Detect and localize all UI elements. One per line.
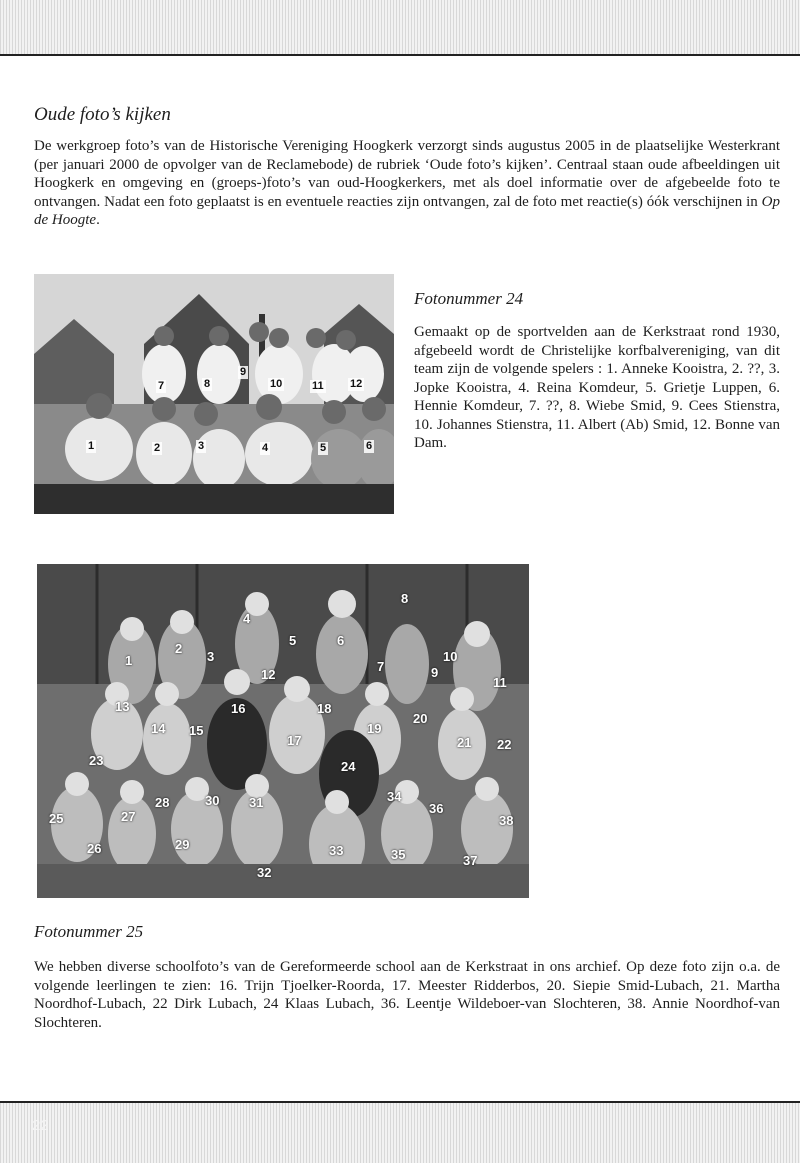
photo-marker: 9 bbox=[431, 665, 439, 680]
page-footer-band bbox=[0, 1101, 800, 1163]
photo-marker: 11 bbox=[312, 380, 324, 392]
photo-25-school-class bbox=[37, 564, 529, 898]
photo-marker: 8 bbox=[401, 591, 409, 606]
photo-marker: 29 bbox=[175, 837, 190, 852]
photo-marker: 19 bbox=[367, 721, 382, 736]
foto24-heading: Fotonummer 24 bbox=[414, 289, 524, 308]
photo-marker: 4 bbox=[243, 611, 251, 626]
photo-24-korfbal-team bbox=[34, 274, 394, 514]
photo-marker: 26 bbox=[87, 841, 102, 856]
photo-marker: 6 bbox=[366, 440, 373, 452]
photo-25-illustration bbox=[37, 564, 529, 898]
photo-24-illustration bbox=[34, 274, 394, 514]
photo-marker: 23 bbox=[89, 753, 104, 768]
photo-marker: 18 bbox=[317, 701, 332, 716]
photo-marker: 36 bbox=[429, 801, 444, 816]
intro-publication: Op de Hoogte bbox=[34, 193, 780, 228]
photo-marker: 3 bbox=[207, 649, 215, 664]
photo-marker: 34 bbox=[387, 789, 402, 804]
photo-marker: 28 bbox=[155, 795, 170, 810]
photo-marker: 5 bbox=[289, 633, 297, 648]
section-heading: Oude foto’s kijken bbox=[34, 104, 171, 125]
foto25-heading: Fotonummer 25 bbox=[34, 922, 144, 941]
photo-marker: 6 bbox=[337, 633, 345, 648]
photo-marker: 12 bbox=[261, 667, 276, 682]
page-header-band bbox=[0, 0, 800, 56]
photo-marker: 12 bbox=[350, 378, 363, 390]
photo-marker: 16 bbox=[231, 701, 246, 716]
photo-marker: 21 bbox=[457, 735, 472, 750]
photo-marker: 1 bbox=[88, 440, 95, 452]
photo-marker: 37 bbox=[463, 853, 478, 868]
photo-marker: 2 bbox=[175, 641, 183, 656]
photo-marker: 4 bbox=[262, 442, 269, 454]
photo-marker: 27 bbox=[121, 809, 136, 824]
photo-marker: 24 bbox=[341, 759, 356, 774]
photo-marker: 7 bbox=[377, 659, 385, 674]
photo-marker: 8 bbox=[204, 378, 211, 390]
photo-marker: 3 bbox=[198, 440, 205, 452]
photo-marker: 9 bbox=[240, 366, 247, 378]
photo-marker: 10 bbox=[443, 649, 458, 664]
photo-marker: 11 bbox=[493, 675, 507, 690]
photo-marker: 2 bbox=[154, 442, 161, 454]
photo-marker: 30 bbox=[205, 793, 220, 808]
photo-marker: 33 bbox=[329, 843, 344, 858]
intro-paragraph bbox=[34, 137, 780, 230]
foto24-caption: Gemaakt op de sportvelden aan de Kerkstraat rond 1930, afgebeeld wordt de Christelijke korfbalvereniging, van dit team zijn de volgende spelers : 1. Anneke Kooistra, 2. ??, 3. Jopke Kooistra, 4. Reina Komdeur, 5. Grietje Luppen, 6. Hennie Komdeur, 7. ??, 8. Wiebe Smid, 9. Cees Stienstra, 10. Johannes Stienstra, 11. Albert (Ab) Smid, 12. Bonne van Dam. bbox=[414, 324, 780, 451]
photo-marker: 15 bbox=[189, 723, 204, 738]
photo-marker: 13 bbox=[115, 699, 130, 714]
intro-end: . bbox=[96, 212, 100, 228]
page-number: 22 bbox=[32, 1117, 49, 1134]
photo-marker: 22 bbox=[497, 737, 512, 752]
photo-marker: 35 bbox=[391, 847, 406, 862]
photo-marker: 38 bbox=[499, 813, 514, 828]
intro-main: De werkgroep foto’s van de Historische Vereniging Hoogkerk verzorgt sinds augustus 2005 in de plaatselijke Westerkrant (per januari 2000 de opvolger van de Reclamebode) de rubriek ‘Oude foto’s kijken’. Centraal staan oude afbeeldingen uit Hoogkerk en omgeving en (groeps-)foto’s van oud-Hoogkerkers, met als doel informatie over de afgebeelde foto te ontvangen. Nadat een foto geplaatst is en eventuele reacties zijn ontvangen, zal de foto met reactie(s) óók verschijnen in bbox=[34, 138, 780, 210]
photo-marker: 20 bbox=[413, 711, 428, 726]
photo-marker: 14 bbox=[151, 721, 166, 736]
foto25-caption: We hebben diverse schoolfoto’s van de Gereformeerde school aan de Kerkstraat in ons archief. Op deze foto zijn o.a. de volgende leerlingen te zien: 16. Trijn Tjoelker-Roorda, 17. Meester Ridderbos, 20. Siepie Smid-Lubach, 21. Martha Noordhof-Lubach, 22 Dirk Lubach, 24 Klaas Lubach, 36. Leentje Wildeboer-van Slochteren, 38. Annie Noordhof-van Slochteren. bbox=[34, 959, 780, 1031]
photo-marker: 1 bbox=[125, 653, 133, 668]
photo-marker: 17 bbox=[287, 733, 302, 748]
photo-marker: 5 bbox=[320, 442, 327, 454]
photo-marker: 25 bbox=[49, 811, 64, 826]
photo-marker: 31 bbox=[249, 795, 264, 810]
photo-marker: 7 bbox=[158, 380, 165, 392]
photo-marker: 32 bbox=[257, 865, 272, 880]
photo-marker: 10 bbox=[270, 378, 283, 390]
